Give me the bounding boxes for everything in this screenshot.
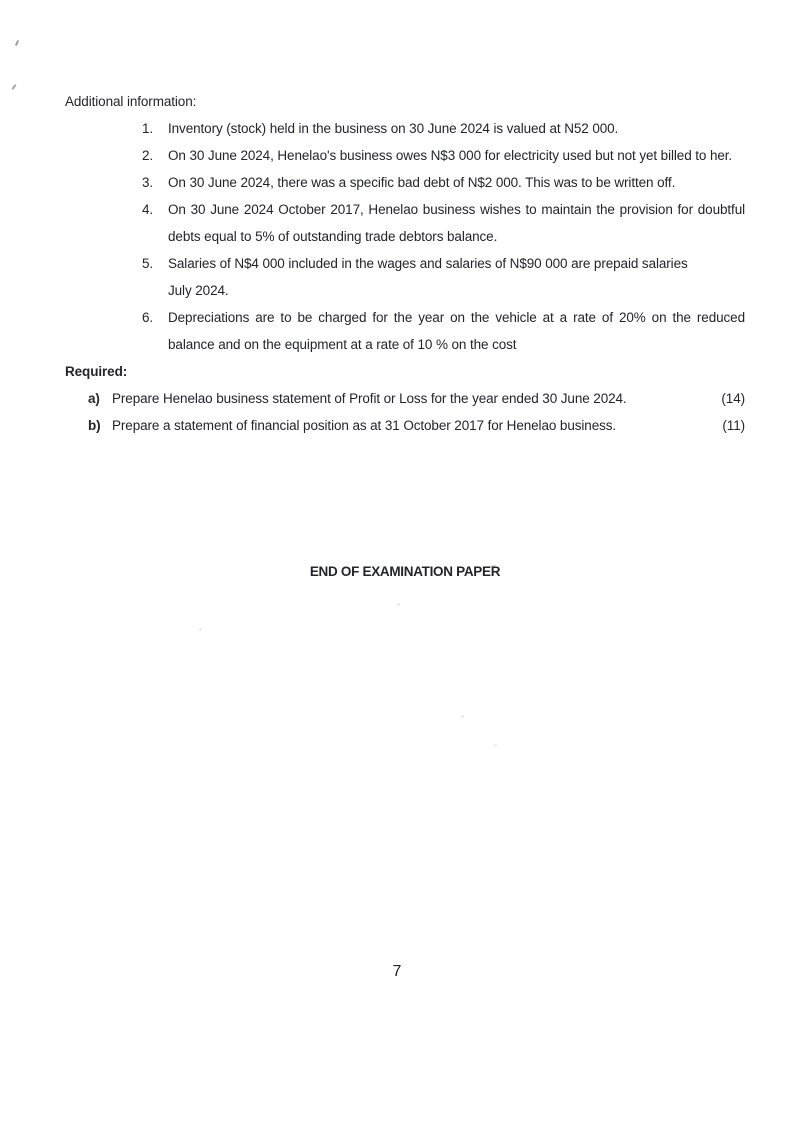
list-item-text <box>168 196 745 250</box>
required-item <box>65 385 745 412</box>
list-item-line: Salaries of N$4 000 included in the wages and salaries of N$90 000 are prepaid salaries <box>168 256 688 271</box>
list-item-line: debts equal to 5% of outstanding trade debtors balance. <box>168 229 498 244</box>
required-item <box>65 412 745 439</box>
list-item-text <box>168 250 745 304</box>
list-item <box>65 304 745 358</box>
scan-artifact-mark <box>11 84 16 90</box>
end-of-examination-paper-heading: END OF EXAMINATION PAPER <box>309 564 501 579</box>
list-item-line: Depreciations are to be charged for the year on the vehicle at a rate of 20% on the reduced <box>168 310 745 325</box>
list-item-line: On 30 June 2024, Henelao's business owes N$3 000 for electricity used but not yet billed to her. <box>168 148 733 163</box>
list-item-line: On 30 June 2024 October 2017, Henelao business wishes to maintain the provision for doubtful <box>168 202 745 217</box>
required-item-text: Prepare a statement of financial position as at 31 October 2017 for Henelao business. <box>112 418 617 433</box>
page-content <box>65 88 745 585</box>
list-item-text <box>168 142 745 169</box>
list-item-number: 1. <box>142 121 154 136</box>
list-item-number: 4. <box>142 202 154 217</box>
list-item-text <box>168 304 745 358</box>
additional-information-heading: Additional information: <box>65 94 197 109</box>
list-item <box>65 196 745 250</box>
list-item-number: 3. <box>142 175 154 190</box>
list-item <box>65 169 745 196</box>
list-item-line: Inventory (stock) held in the business on 30 June 2024 is valued at N52 000. <box>168 121 619 136</box>
list-item-number: 5. <box>142 256 154 271</box>
required-item-label: a) <box>88 391 100 406</box>
list-item <box>65 142 745 169</box>
required-heading: Required: <box>65 364 128 379</box>
list-item-number: 2. <box>142 148 154 163</box>
list-item-line: balance and on the equipment at a rate of 10 % on the cost <box>168 337 517 352</box>
scan-artifact-speck <box>494 744 497 747</box>
list-item <box>65 115 745 142</box>
scan-artifact-speck <box>461 715 464 718</box>
scan-artifact-speck <box>199 628 202 631</box>
required-items-list <box>65 385 745 439</box>
required-item-label: b) <box>88 418 101 433</box>
list-item-number: 6. <box>142 310 154 325</box>
list-item-line: July 2024. <box>168 283 229 298</box>
list-item-text <box>168 169 745 196</box>
required-item-marks: (14) <box>721 391 745 406</box>
page-number: 7 <box>392 963 402 980</box>
scan-artifact-speck <box>397 603 400 606</box>
scan-artifact-mark <box>15 40 19 46</box>
list-item-text <box>168 115 745 142</box>
required-item-marks: (11) <box>722 418 745 433</box>
additional-information-list <box>65 115 745 358</box>
list-item <box>65 250 745 304</box>
required-item-text: Prepare Henelao business statement of Profit or Loss for the year ended 30 June 2024. <box>112 391 627 406</box>
list-item-line: On 30 June 2024, there was a specific bad debt of N$2 000. This was to be written off. <box>168 175 676 190</box>
